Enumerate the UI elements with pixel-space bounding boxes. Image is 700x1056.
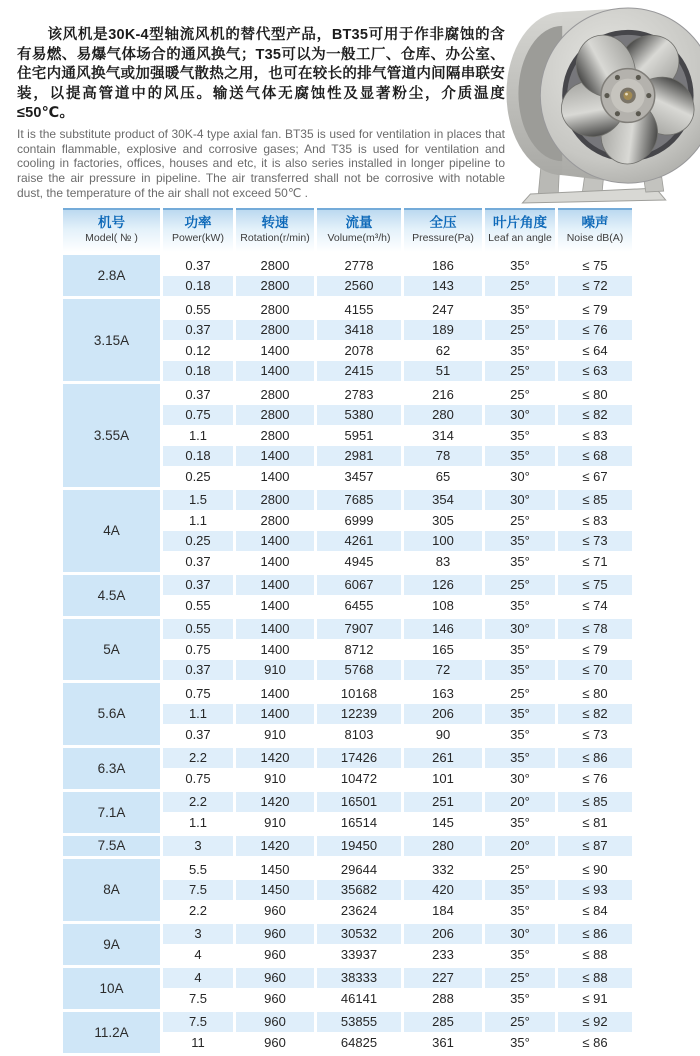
column-header-3 [317,208,401,252]
spec-cell: 910 [236,812,314,833]
spec-cell: 126 [404,575,482,596]
spec-cell: ≤ 73 [558,531,632,552]
spec-cell: ≤ 82 [558,704,632,725]
spec-cell: 1400 [236,683,314,704]
spec-cell: 30532 [317,924,401,945]
model-group-3.55A [63,384,632,487]
spec-cell: 65 [404,466,482,487]
spec-cell: 261 [404,748,482,769]
spec-cell: 0.37 [163,575,233,596]
column-header-en: Power(kW) [172,232,224,244]
spec-cell: 19450 [317,836,401,857]
spec-cell: 35° [485,660,555,681]
spec-cell: 20° [485,792,555,813]
model-cell: 4.5A [63,575,160,616]
spec-cell: 0.75 [163,405,233,426]
spec-cell: 1420 [236,836,314,857]
spec-cell: ≤ 85 [558,792,632,813]
spec-cell: 30° [485,405,555,426]
intro-section [0,0,700,208]
spec-cell: 2800 [236,276,314,297]
model-group-8A [63,859,632,921]
spec-cell: ≤ 68 [558,446,632,467]
spec-cell: 420 [404,880,482,901]
spec-cell: 0.55 [163,299,233,320]
spec-cell: 0.25 [163,466,233,487]
spec-cell: 2800 [236,384,314,405]
spec-cell: 6999 [317,510,401,531]
spec-cell: ≤ 76 [558,320,632,341]
spec-cell: 1.5 [163,490,233,511]
spec-cell: 1400 [236,639,314,660]
spec-cell: 2800 [236,510,314,531]
spec-cell: ≤ 78 [558,619,632,640]
spec-cell: 960 [236,968,314,989]
model-group-4A [63,490,632,572]
spec-cell: ≤ 82 [558,405,632,426]
spec-cell: 12239 [317,704,401,725]
spec-cell: 314 [404,425,482,446]
spec-cell: 35° [485,900,555,921]
column-header-en: Pressure(Pa) [412,232,474,244]
spec-cell: 280 [404,405,482,426]
model-group-7.1A [63,792,632,833]
model-group-11.2A [63,1012,632,1053]
spec-cell: ≤ 84 [558,900,632,921]
spec-cell: 30° [485,924,555,945]
spec-cell: 2.2 [163,748,233,769]
model-group-7.5A [63,836,632,857]
column-header-cn: 机号 [98,215,125,230]
spec-cell: 1.1 [163,510,233,531]
spec-cell: 0.37 [163,660,233,681]
spec-cell: 910 [236,660,314,681]
spec-cell: ≤ 70 [558,660,632,681]
spec-cell: ≤ 91 [558,988,632,1009]
spec-cell: 163 [404,683,482,704]
spec-cell: 1400 [236,704,314,725]
spec-cell: 233 [404,944,482,965]
spec-cell: ≤ 74 [558,595,632,616]
spec-cell: 910 [236,724,314,745]
spec-cell: ≤ 83 [558,425,632,446]
model-cell: 10A [63,968,160,1009]
fan-product-photo [504,2,700,206]
model-group-6.3A [63,748,632,789]
spec-cell: 2778 [317,255,401,276]
spec-cell: 25° [485,384,555,405]
spec-cell: 0.18 [163,276,233,297]
spec-cell: 0.18 [163,446,233,467]
spec-cell: 2800 [236,405,314,426]
spec-cell: 1400 [236,575,314,596]
column-header-en: Model( № ) [85,232,138,244]
spec-cell: 146 [404,619,482,640]
spec-cell: 25° [485,859,555,880]
column-header-cn: 叶片角度 [493,215,547,230]
spec-cell: ≤ 86 [558,1032,632,1053]
spec-cell: 2415 [317,361,401,382]
spec-cell: 62 [404,340,482,361]
spec-cell: 35° [485,425,555,446]
spec-cell: 35° [485,446,555,467]
spec-cell: 2560 [317,276,401,297]
spec-cell: 29644 [317,859,401,880]
spec-cell: 247 [404,299,482,320]
spec-cell: 4 [163,968,233,989]
spec-cell: ≤ 85 [558,490,632,511]
spec-cell: 25° [485,510,555,531]
spec-cell: ≤ 79 [558,639,632,660]
spec-cell: 4261 [317,531,401,552]
column-header-cn: 噪声 [581,215,609,230]
model-group-3.15A [63,299,632,381]
model-cell: 3.55A [63,384,160,487]
model-cell: 9A [63,924,160,965]
spec-cell: 0.25 [163,531,233,552]
spec-cell: 165 [404,639,482,660]
column-header-4 [404,208,482,252]
intro-text-cn: 该风机是30K-4型轴流风机的替代型产品，BT35可用于作非腐蚀的含有易燃、易爆气体场合的通风换气；T35可以为一般工厂、仓库、办公室、住宅内通风换气或加强暖气散热之用，也可在较长的排气管道内间隔串联安装，以提高管道中的风压。输送气体无腐蚀性及显著粉尘，介质温度≤50℃。 [17,27,505,122]
spec-cell: ≤ 72 [558,276,632,297]
spec-cell: 1.1 [163,812,233,833]
spec-cell: 1400 [236,466,314,487]
spec-cell: 1400 [236,446,314,467]
model-cell: 5A [63,619,160,681]
spec-cell: 1400 [236,551,314,572]
spec-cell: ≤ 92 [558,1012,632,1033]
spec-cell: 83 [404,551,482,572]
model-cell: 3.15A [63,299,160,381]
spec-cell: 6067 [317,575,401,596]
spec-cell: 78 [404,446,482,467]
spec-cell: 2800 [236,320,314,341]
spec-cell: 332 [404,859,482,880]
spec-cell: 20° [485,836,555,857]
column-header-5 [485,208,555,252]
spec-cell: 305 [404,510,482,531]
spec-cell: 35° [485,595,555,616]
spec-cell: 25° [485,968,555,989]
spec-cell: 2800 [236,490,314,511]
spec-cell: 35° [485,724,555,745]
spec-cell: 35° [485,531,555,552]
spec-cell: 30° [485,619,555,640]
model-cell: 4A [63,490,160,572]
spec-cell: 35° [485,551,555,572]
spec-cell: ≤ 67 [558,466,632,487]
model-cell: 7.5A [63,836,160,857]
model-group-10A [63,968,632,1009]
spec-cell: 30° [485,768,555,789]
spec-cell: 5.5 [163,859,233,880]
spec-cell: 35° [485,812,555,833]
spec-cell: 7.5 [163,1012,233,1033]
spec-cell: ≤ 87 [558,836,632,857]
spec-cell: 6455 [317,595,401,616]
spec-cell: 2800 [236,299,314,320]
product-description [17,26,505,200]
column-header-en: Leaf an angle [488,232,552,244]
spec-cell: 101 [404,768,482,789]
spec-cell: 1.1 [163,425,233,446]
spec-cell: 0.75 [163,639,233,660]
spec-cell: 25° [485,575,555,596]
spec-cell: 0.37 [163,255,233,276]
model-cell: 2.8A [63,255,160,296]
table-header-row [63,208,632,252]
spec-cell: 4 [163,944,233,965]
spec-cell: 2783 [317,384,401,405]
spec-cell: 0.37 [163,551,233,572]
spec-cell: 108 [404,595,482,616]
spec-cell: 1420 [236,748,314,769]
spec-cell: 51 [404,361,482,382]
spec-cell: 0.55 [163,595,233,616]
spec-cell: 960 [236,900,314,921]
spec-cell: 280 [404,836,482,857]
spec-cell: 0.55 [163,619,233,640]
spec-cell: 184 [404,900,482,921]
spec-cell: 145 [404,812,482,833]
spec-cell: 25° [485,320,555,341]
model-cell: 7.1A [63,792,160,833]
spec-cell: 64825 [317,1032,401,1053]
spec-cell: 38333 [317,968,401,989]
spec-cell: 90 [404,724,482,745]
spec-cell: 285 [404,1012,482,1033]
spec-cell: ≤ 81 [558,812,632,833]
spec-cell: 5951 [317,425,401,446]
column-header-0 [63,208,160,252]
spec-cell: 35° [485,299,555,320]
spec-cell: 3418 [317,320,401,341]
spec-cell: ≤ 63 [558,361,632,382]
spec-cell: 1450 [236,859,314,880]
spec-cell: 8103 [317,724,401,745]
spec-cell: 4945 [317,551,401,572]
spec-cell: 0.18 [163,361,233,382]
spec-cell: 960 [236,1012,314,1033]
axial-fan-illustration [504,2,700,206]
spec-cell: 35682 [317,880,401,901]
spec-cell: 143 [404,276,482,297]
spec-cell: 1420 [236,792,314,813]
spec-cell: 189 [404,320,482,341]
spec-cell: 227 [404,968,482,989]
column-header-cn: 全压 [429,215,457,230]
spec-cell: 23624 [317,900,401,921]
spec-cell: 1.1 [163,704,233,725]
spec-cell: ≤ 86 [558,748,632,769]
spec-cell: 206 [404,924,482,945]
spec-cell: 33937 [317,944,401,965]
spec-cell: 25° [485,276,555,297]
spec-cell: 1400 [236,595,314,616]
spec-cell: ≤ 75 [558,575,632,596]
spec-cell: ≤ 64 [558,340,632,361]
spec-cell: 10472 [317,768,401,789]
spec-cell: 7.5 [163,880,233,901]
spec-cell: 960 [236,944,314,965]
column-header-cn: 转速 [261,215,289,230]
spec-cell: 2800 [236,255,314,276]
spec-cell: 25° [485,361,555,382]
spec-cell: 206 [404,704,482,725]
spec-cell: 0.75 [163,768,233,789]
column-header-1 [163,208,233,252]
spec-cell: 35° [485,639,555,660]
spec-cell: 0.37 [163,320,233,341]
spec-cell: 0.12 [163,340,233,361]
spec-cell: 3 [163,924,233,945]
spec-cell: 35° [485,988,555,1009]
spec-cell: 72 [404,660,482,681]
spec-cell: 2800 [236,425,314,446]
spec-cell: 186 [404,255,482,276]
spec-cell: 2078 [317,340,401,361]
intro-text-en: It is the substitute product of 30K-4 type axial fan. BT35 is used for ventilation in places that contain flammable, explosive and corrosive gases; And T35 is used for ventilation and cooling in factories, offices, houses and etc, it is also series installed in longer pipeline to raise the air pressure in pipeline. The air transferred shall not be corrosive with notable dust, the temperature of the air shall not exceed 50℃ . [17,126,505,200]
spec-cell: 35° [485,255,555,276]
column-header-2 [236,208,314,252]
column-header-en: Rotation(r/min) [240,232,310,244]
spec-cell: 910 [236,768,314,789]
spec-cell: 30° [485,490,555,511]
spec-cell: 4155 [317,299,401,320]
spec-cell: 960 [236,988,314,1009]
spec-cell: 2.2 [163,900,233,921]
spec-cell: 8712 [317,639,401,660]
spec-cell: 1400 [236,361,314,382]
model-cell: 6.3A [63,748,160,789]
spec-cell: ≤ 75 [558,255,632,276]
spec-cell: 35° [485,704,555,725]
spec-cell: 10168 [317,683,401,704]
spec-cell: 25° [485,1012,555,1033]
spec-cell: ≤ 93 [558,880,632,901]
spec-cell: 7.5 [163,988,233,1009]
spec-cell: 5380 [317,405,401,426]
model-cell: 8A [63,859,160,921]
spec-cell: ≤ 76 [558,768,632,789]
spec-cell: 16501 [317,792,401,813]
spec-cell: 35° [485,340,555,361]
spec-cell: 46141 [317,988,401,1009]
spec-cell: ≤ 88 [558,944,632,965]
spec-cell: 1450 [236,880,314,901]
model-group-4.5A [63,575,632,616]
spec-cell: ≤ 80 [558,683,632,704]
spec-cell: ≤ 79 [558,299,632,320]
spec-table [63,208,632,1056]
model-group-9A [63,924,632,965]
spec-cell: 17426 [317,748,401,769]
spec-cell: 3457 [317,466,401,487]
spec-cell: ≤ 88 [558,968,632,989]
spec-cell: ≤ 80 [558,384,632,405]
model-group-5A [63,619,632,681]
spec-cell: 361 [404,1032,482,1053]
spec-cell: 35° [485,944,555,965]
spec-cell: 1400 [236,531,314,552]
spec-cell: 3 [163,836,233,857]
spec-cell: 0.37 [163,384,233,405]
spec-cell: ≤ 71 [558,551,632,572]
spec-cell: 35° [485,1032,555,1053]
spec-cell: 35° [485,748,555,769]
spec-cell: 0.75 [163,683,233,704]
spec-cell: ≤ 90 [558,859,632,880]
column-header-6 [558,208,632,252]
spec-cell: 2981 [317,446,401,467]
spec-cell: 0.37 [163,724,233,745]
spec-cell: 288 [404,988,482,1009]
spec-cell: 35° [485,880,555,901]
spec-cell: 960 [236,924,314,945]
spec-cell: 11 [163,1032,233,1053]
spec-cell: 216 [404,384,482,405]
spec-cell: ≤ 83 [558,510,632,531]
spec-cell: ≤ 86 [558,924,632,945]
column-header-en: Noise dB(A) [566,232,624,244]
spec-cell: 53855 [317,1012,401,1033]
model-group-2.8A [63,255,632,296]
spec-cell: 16514 [317,812,401,833]
spec-cell: 251 [404,792,482,813]
model-cell: 5.6A [63,683,160,745]
spec-cell: 100 [404,531,482,552]
spec-cell: 30° [485,466,555,487]
model-group-5.6A [63,683,632,745]
spec-cell: 354 [404,490,482,511]
spec-cell: 1400 [236,340,314,361]
spec-cell: 25° [485,683,555,704]
column-header-en: Volume(m³/h) [327,232,391,244]
column-header-cn: 流量 [345,215,373,230]
column-header-cn: 功率 [184,215,212,230]
spec-cell: 7685 [317,490,401,511]
model-cell: 11.2A [63,1012,160,1053]
spec-cell: 1400 [236,619,314,640]
spec-cell: 7907 [317,619,401,640]
spec-cell: 2.2 [163,792,233,813]
spec-cell: ≤ 73 [558,724,632,745]
spec-cell: 960 [236,1032,314,1053]
spec-cell: 5768 [317,660,401,681]
